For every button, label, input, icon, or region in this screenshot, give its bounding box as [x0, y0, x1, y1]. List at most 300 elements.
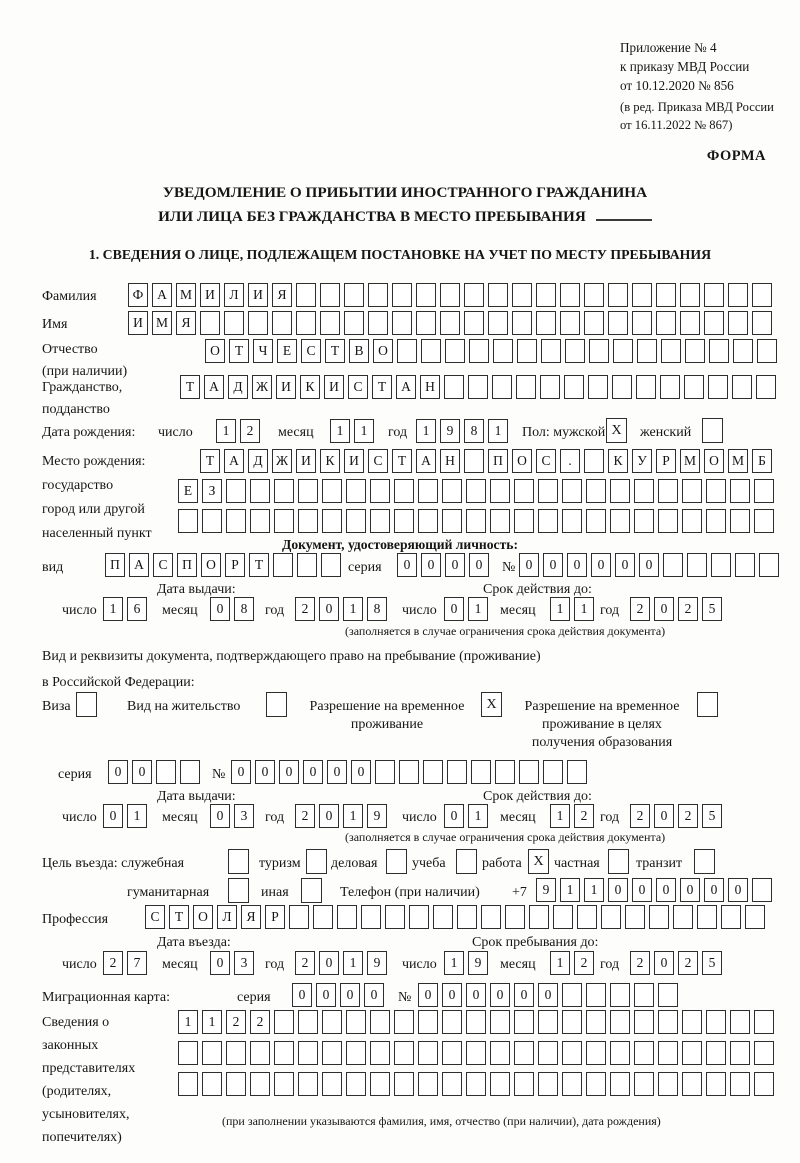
char-cell[interactable]: [658, 1010, 678, 1034]
char-cell[interactable]: Т: [169, 905, 189, 929]
char-cell[interactable]: 1: [343, 804, 363, 828]
char-cell[interactable]: [682, 509, 702, 533]
char-cell[interactable]: [649, 905, 669, 929]
char-cell[interactable]: 1: [202, 1010, 222, 1034]
doc-valid-year-field[interactable]: [630, 597, 722, 621]
char-cell[interactable]: [466, 1010, 486, 1034]
char-cell[interactable]: [661, 339, 681, 363]
char-cell[interactable]: [745, 905, 765, 929]
char-cell[interactable]: М: [152, 311, 172, 335]
char-cell[interactable]: 0: [445, 553, 465, 577]
char-cell[interactable]: 0: [608, 878, 628, 902]
char-cell[interactable]: К: [320, 449, 340, 473]
char-cell[interactable]: 0: [654, 951, 674, 975]
char-cell[interactable]: [466, 509, 486, 533]
char-cell[interactable]: О: [201, 553, 221, 577]
char-cell[interactable]: Т: [392, 449, 412, 473]
char-cell[interactable]: [490, 509, 510, 533]
char-cell[interactable]: Т: [325, 339, 345, 363]
char-cell[interactable]: [516, 375, 536, 399]
rvp-checkbox[interactable]: X: [481, 692, 502, 717]
char-cell[interactable]: [298, 1041, 318, 1065]
char-cell[interactable]: 1: [468, 804, 488, 828]
char-cell[interactable]: Е: [178, 479, 198, 503]
char-cell[interactable]: [586, 479, 606, 503]
char-cell[interactable]: 8: [234, 597, 254, 621]
char-cell[interactable]: [543, 760, 563, 784]
permit-issue-month-field[interactable]: [210, 804, 254, 828]
char-cell[interactable]: [346, 1072, 366, 1096]
char-cell[interactable]: [226, 1072, 246, 1096]
char-cell[interactable]: [298, 479, 318, 503]
char-cell[interactable]: [471, 760, 491, 784]
char-cell[interactable]: 0: [319, 597, 339, 621]
char-cell[interactable]: 2: [678, 804, 698, 828]
char-cell[interactable]: 5: [702, 597, 722, 621]
char-cell[interactable]: 5: [702, 951, 722, 975]
char-cell[interactable]: [298, 1010, 318, 1034]
char-cell[interactable]: [704, 311, 724, 335]
char-cell[interactable]: 0: [292, 983, 312, 1007]
char-cell[interactable]: [466, 479, 486, 503]
char-cell[interactable]: [706, 1010, 726, 1034]
char-cell[interactable]: [540, 375, 560, 399]
char-cell[interactable]: 1: [550, 804, 570, 828]
char-cell[interactable]: [541, 339, 561, 363]
purpose-study-checkbox[interactable]: [456, 849, 477, 874]
char-cell[interactable]: 1: [550, 951, 570, 975]
char-cell[interactable]: И: [344, 449, 364, 473]
char-cell[interactable]: [322, 1010, 342, 1034]
char-cell[interactable]: [273, 553, 293, 577]
char-cell[interactable]: 2: [630, 951, 650, 975]
char-cell[interactable]: [464, 283, 484, 307]
char-cell[interactable]: [442, 1072, 462, 1096]
doc-issue-year-field[interactable]: [295, 597, 387, 621]
char-cell[interactable]: 3: [234, 804, 254, 828]
char-cell[interactable]: О: [512, 449, 532, 473]
char-cell[interactable]: [536, 311, 556, 335]
char-cell[interactable]: 0: [279, 760, 299, 784]
char-cell[interactable]: [730, 1072, 750, 1096]
char-cell[interactable]: [757, 339, 777, 363]
char-cell[interactable]: [492, 375, 512, 399]
char-cell[interactable]: [586, 983, 606, 1007]
char-cell[interactable]: Т: [249, 553, 269, 577]
char-cell[interactable]: 1: [560, 878, 580, 902]
char-cell[interactable]: [320, 311, 340, 335]
char-cell[interactable]: [752, 311, 772, 335]
char-cell[interactable]: [346, 509, 366, 533]
char-cell[interactable]: [488, 283, 508, 307]
char-cell[interactable]: П: [177, 553, 197, 577]
char-cell[interactable]: 0: [469, 553, 489, 577]
char-cell[interactable]: 0: [421, 553, 441, 577]
char-cell[interactable]: Я: [241, 905, 261, 929]
char-cell[interactable]: 9: [468, 951, 488, 975]
char-cell[interactable]: [490, 1010, 510, 1034]
char-cell[interactable]: [322, 479, 342, 503]
char-cell[interactable]: [632, 311, 652, 335]
char-cell[interactable]: [588, 375, 608, 399]
char-cell[interactable]: [732, 375, 752, 399]
char-cell[interactable]: [663, 553, 683, 577]
char-cell[interactable]: [610, 1041, 630, 1065]
char-cell[interactable]: [375, 760, 395, 784]
char-cell[interactable]: [562, 1072, 582, 1096]
birth-year-field[interactable]: [416, 419, 508, 443]
char-cell[interactable]: [529, 905, 549, 929]
char-cell[interactable]: [612, 375, 632, 399]
char-cell[interactable]: [322, 1072, 342, 1096]
char-cell[interactable]: С: [368, 449, 388, 473]
char-cell[interactable]: Н: [420, 375, 440, 399]
char-cell[interactable]: 0: [351, 760, 371, 784]
char-cell[interactable]: [752, 283, 772, 307]
char-cell[interactable]: 2: [250, 1010, 270, 1034]
char-cell[interactable]: [684, 375, 704, 399]
char-cell[interactable]: [733, 339, 753, 363]
char-cell[interactable]: [250, 509, 270, 533]
char-cell[interactable]: [490, 1041, 510, 1065]
char-cell[interactable]: 0: [656, 878, 676, 902]
char-cell[interactable]: 9: [367, 804, 387, 828]
char-cell[interactable]: .: [560, 449, 580, 473]
char-cell[interactable]: [538, 1072, 558, 1096]
birth-day-field[interactable]: [216, 419, 260, 443]
char-cell[interactable]: [756, 375, 776, 399]
char-cell[interactable]: В: [349, 339, 369, 363]
migration-series-field[interactable]: [292, 983, 384, 1007]
char-cell[interactable]: [495, 760, 515, 784]
char-cell[interactable]: [759, 553, 779, 577]
phone-field[interactable]: [536, 878, 772, 902]
stay-year-field[interactable]: [630, 951, 722, 975]
char-cell[interactable]: [250, 1072, 270, 1096]
char-cell[interactable]: 0: [615, 553, 635, 577]
char-cell[interactable]: [226, 1041, 246, 1065]
char-cell[interactable]: [346, 479, 366, 503]
doc-series-field[interactable]: [397, 553, 489, 577]
char-cell[interactable]: [490, 479, 510, 503]
char-cell[interactable]: [226, 509, 246, 533]
birthplace-field-row3[interactable]: [178, 509, 774, 533]
birthplace-field-row2[interactable]: [178, 479, 774, 503]
char-cell[interactable]: [656, 283, 676, 307]
char-cell[interactable]: [706, 509, 726, 533]
purpose-other-checkbox[interactable]: [301, 878, 322, 903]
char-cell[interactable]: [416, 283, 436, 307]
char-cell[interactable]: [178, 1072, 198, 1096]
char-cell[interactable]: [538, 1041, 558, 1065]
char-cell[interactable]: [514, 509, 534, 533]
char-cell[interactable]: [538, 509, 558, 533]
char-cell[interactable]: Ч: [253, 339, 273, 363]
char-cell[interactable]: 9: [367, 951, 387, 975]
char-cell[interactable]: [370, 1041, 390, 1065]
char-cell[interactable]: [730, 509, 750, 533]
char-cell[interactable]: 0: [255, 760, 275, 784]
char-cell[interactable]: [584, 311, 604, 335]
char-cell[interactable]: 0: [319, 951, 339, 975]
char-cell[interactable]: [180, 760, 200, 784]
char-cell[interactable]: [658, 479, 678, 503]
char-cell[interactable]: [660, 375, 680, 399]
char-cell[interactable]: 0: [319, 804, 339, 828]
char-cell[interactable]: [346, 1041, 366, 1065]
char-cell[interactable]: Ж: [252, 375, 272, 399]
citizenship-field[interactable]: [180, 375, 776, 399]
gender-male-checkbox[interactable]: X: [606, 418, 627, 443]
char-cell[interactable]: 0: [327, 760, 347, 784]
char-cell[interactable]: [468, 375, 488, 399]
char-cell[interactable]: 1: [574, 597, 594, 621]
char-cell[interactable]: [562, 1010, 582, 1034]
char-cell[interactable]: 0: [466, 983, 486, 1007]
char-cell[interactable]: [514, 1010, 534, 1034]
char-cell[interactable]: [298, 1072, 318, 1096]
char-cell[interactable]: [370, 1072, 390, 1096]
char-cell[interactable]: 0: [210, 951, 230, 975]
char-cell[interactable]: [634, 1010, 654, 1034]
char-cell[interactable]: [682, 1072, 702, 1096]
char-cell[interactable]: 3: [234, 951, 254, 975]
char-cell[interactable]: 9: [536, 878, 556, 902]
char-cell[interactable]: [634, 509, 654, 533]
char-cell[interactable]: [754, 1041, 774, 1065]
char-cell[interactable]: Л: [217, 905, 237, 929]
char-cell[interactable]: 8: [367, 597, 387, 621]
char-cell[interactable]: 1: [330, 419, 350, 443]
char-cell[interactable]: [514, 1041, 534, 1065]
char-cell[interactable]: [344, 283, 364, 307]
char-cell[interactable]: [711, 553, 731, 577]
char-cell[interactable]: [564, 375, 584, 399]
char-cell[interactable]: С: [348, 375, 368, 399]
char-cell[interactable]: [464, 311, 484, 335]
char-cell[interactable]: [514, 1072, 534, 1096]
permit-issue-year-field[interactable]: [295, 804, 387, 828]
char-cell[interactable]: [730, 1041, 750, 1065]
entry-month-field[interactable]: [210, 951, 254, 975]
char-cell[interactable]: [562, 1041, 582, 1065]
char-cell[interactable]: [658, 983, 678, 1007]
char-cell[interactable]: [721, 905, 741, 929]
char-cell[interactable]: [709, 339, 729, 363]
char-cell[interactable]: [493, 339, 513, 363]
char-cell[interactable]: [610, 509, 630, 533]
reps-field-row3[interactable]: [178, 1072, 774, 1096]
char-cell[interactable]: [200, 311, 220, 335]
char-cell[interactable]: [632, 283, 652, 307]
char-cell[interactable]: [685, 339, 705, 363]
char-cell[interactable]: Л: [224, 283, 244, 307]
char-cell[interactable]: [735, 553, 755, 577]
char-cell[interactable]: 2: [630, 804, 650, 828]
char-cell[interactable]: Ж: [272, 449, 292, 473]
char-cell[interactable]: [224, 311, 244, 335]
profession-field[interactable]: [145, 905, 765, 929]
char-cell[interactable]: Б: [752, 449, 772, 473]
char-cell[interactable]: [297, 553, 317, 577]
char-cell[interactable]: [608, 311, 628, 335]
char-cell[interactable]: 2: [295, 951, 315, 975]
char-cell[interactable]: [752, 878, 772, 902]
birthplace-field-row1[interactable]: [200, 449, 772, 473]
char-cell[interactable]: [704, 283, 724, 307]
char-cell[interactable]: [394, 1072, 414, 1096]
purpose-official-checkbox[interactable]: [228, 849, 249, 874]
char-cell[interactable]: 0: [728, 878, 748, 902]
char-cell[interactable]: 0: [231, 760, 251, 784]
char-cell[interactable]: С: [536, 449, 556, 473]
char-cell[interactable]: [423, 760, 443, 784]
char-cell[interactable]: [610, 1010, 630, 1034]
char-cell[interactable]: 1: [343, 597, 363, 621]
char-cell[interactable]: [610, 1072, 630, 1096]
char-cell[interactable]: [728, 283, 748, 307]
char-cell[interactable]: [656, 311, 676, 335]
char-cell[interactable]: 2: [678, 951, 698, 975]
char-cell[interactable]: [397, 339, 417, 363]
char-cell[interactable]: О: [704, 449, 724, 473]
char-cell[interactable]: 0: [108, 760, 128, 784]
char-cell[interactable]: 7: [127, 951, 147, 975]
char-cell[interactable]: А: [129, 553, 149, 577]
char-cell[interactable]: Т: [200, 449, 220, 473]
char-cell[interactable]: [505, 905, 525, 929]
char-cell[interactable]: [289, 905, 309, 929]
char-cell[interactable]: [538, 479, 558, 503]
char-cell[interactable]: 0: [654, 597, 674, 621]
char-cell[interactable]: 0: [538, 983, 558, 1007]
char-cell[interactable]: [754, 1072, 774, 1096]
char-cell[interactable]: [706, 1041, 726, 1065]
char-cell[interactable]: 1: [343, 951, 363, 975]
char-cell[interactable]: О: [193, 905, 213, 929]
char-cell[interactable]: [322, 1041, 342, 1065]
char-cell[interactable]: [589, 339, 609, 363]
char-cell[interactable]: А: [416, 449, 436, 473]
char-cell[interactable]: 0: [490, 983, 510, 1007]
char-cell[interactable]: 0: [442, 983, 462, 1007]
char-cell[interactable]: [488, 311, 508, 335]
purpose-tourism-checkbox[interactable]: [306, 849, 327, 874]
char-cell[interactable]: [320, 283, 340, 307]
char-cell[interactable]: К: [608, 449, 628, 473]
doc-valid-day-field[interactable]: [444, 597, 488, 621]
char-cell[interactable]: 0: [303, 760, 323, 784]
char-cell[interactable]: [296, 283, 316, 307]
char-cell[interactable]: [562, 983, 582, 1007]
char-cell[interactable]: [706, 1072, 726, 1096]
char-cell[interactable]: 0: [316, 983, 336, 1007]
char-cell[interactable]: [466, 1072, 486, 1096]
char-cell[interactable]: [613, 339, 633, 363]
char-cell[interactable]: 0: [654, 804, 674, 828]
permit-valid-month-field[interactable]: [550, 804, 594, 828]
char-cell[interactable]: И: [200, 283, 220, 307]
char-cell[interactable]: [440, 283, 460, 307]
char-cell[interactable]: [562, 509, 582, 533]
char-cell[interactable]: 1: [488, 419, 508, 443]
char-cell[interactable]: 2: [574, 804, 594, 828]
rvp-edu-checkbox[interactable]: [697, 692, 718, 717]
stay-month-field[interactable]: [550, 951, 594, 975]
migration-number-field[interactable]: [418, 983, 678, 1007]
char-cell[interactable]: 2: [574, 951, 594, 975]
char-cell[interactable]: 1: [216, 419, 236, 443]
char-cell[interactable]: [442, 479, 462, 503]
gender-female-checkbox[interactable]: [702, 418, 723, 443]
char-cell[interactable]: 5: [702, 804, 722, 828]
char-cell[interactable]: [680, 311, 700, 335]
char-cell[interactable]: Р: [656, 449, 676, 473]
char-cell[interactable]: 0: [418, 983, 438, 1007]
char-cell[interactable]: Р: [225, 553, 245, 577]
char-cell[interactable]: [536, 283, 556, 307]
char-cell[interactable]: [584, 449, 604, 473]
char-cell[interactable]: Т: [372, 375, 392, 399]
char-cell[interactable]: [178, 1041, 198, 1065]
char-cell[interactable]: [634, 1072, 654, 1096]
char-cell[interactable]: С: [301, 339, 321, 363]
char-cell[interactable]: Я: [272, 283, 292, 307]
char-cell[interactable]: К: [300, 375, 320, 399]
visa-checkbox[interactable]: [76, 692, 97, 717]
char-cell[interactable]: 0: [340, 983, 360, 1007]
char-cell[interactable]: 0: [210, 597, 230, 621]
char-cell[interactable]: 2: [678, 597, 698, 621]
char-cell[interactable]: Т: [229, 339, 249, 363]
char-cell[interactable]: [560, 283, 580, 307]
permit-valid-day-field[interactable]: [444, 804, 488, 828]
char-cell[interactable]: [321, 553, 341, 577]
char-cell[interactable]: [368, 283, 388, 307]
char-cell[interactable]: [562, 479, 582, 503]
permit-valid-year-field[interactable]: [630, 804, 722, 828]
char-cell[interactable]: 0: [444, 804, 464, 828]
char-cell[interactable]: А: [396, 375, 416, 399]
char-cell[interactable]: [274, 509, 294, 533]
char-cell[interactable]: [754, 1010, 774, 1034]
char-cell[interactable]: [394, 1010, 414, 1034]
char-cell[interactable]: 0: [680, 878, 700, 902]
purpose-humanitarian-checkbox[interactable]: [228, 878, 249, 903]
char-cell[interactable]: [156, 760, 176, 784]
char-cell[interactable]: Т: [180, 375, 200, 399]
char-cell[interactable]: [634, 1041, 654, 1065]
char-cell[interactable]: 8: [464, 419, 484, 443]
char-cell[interactable]: [361, 905, 381, 929]
char-cell[interactable]: [754, 479, 774, 503]
char-cell[interactable]: [250, 479, 270, 503]
char-cell[interactable]: 0: [543, 553, 563, 577]
char-cell[interactable]: 1: [584, 878, 604, 902]
char-cell[interactable]: Я: [176, 311, 196, 335]
char-cell[interactable]: [394, 509, 414, 533]
firstname-field[interactable]: [128, 311, 772, 335]
char-cell[interactable]: 0: [444, 597, 464, 621]
char-cell[interactable]: Р: [265, 905, 285, 929]
char-cell[interactable]: [442, 1010, 462, 1034]
char-cell[interactable]: 2: [240, 419, 260, 443]
char-cell[interactable]: 1: [416, 419, 436, 443]
char-cell[interactable]: М: [176, 283, 196, 307]
permit-series-field[interactable]: [108, 760, 200, 784]
char-cell[interactable]: 1: [444, 951, 464, 975]
char-cell[interactable]: [445, 339, 465, 363]
